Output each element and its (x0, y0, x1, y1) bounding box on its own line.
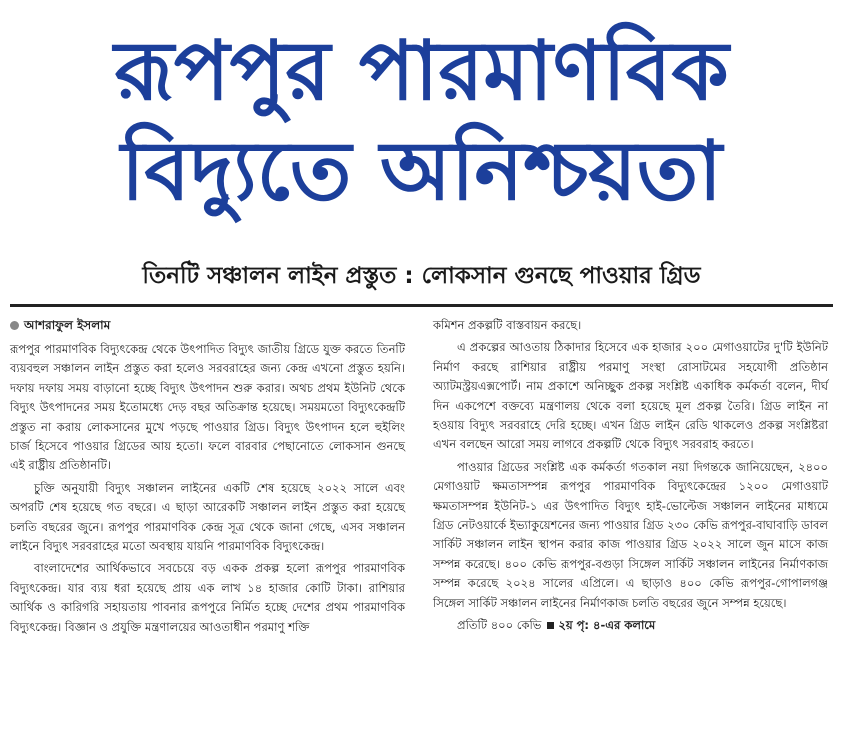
paragraph: রূপপুর পারমাণবিক বিদ্যুৎকেন্দ্র থেকে উৎপাদিত বিদ্যুৎ জাতীয় গ্রিডে যুক্ত করতে তিনটি ব্যয়বহুল সঞ্চালন লাইন প্রস্তুত করা হলেও সরবরাহের জন্য কেন্দ্র এখনো প্রস্তুত হয়নি। দফায় দফায় সময় বাড়ানো হচ্ছে বিদ্যুৎ উৎপাদন শুরু করার। অথচ প্রথম ইউনিট থেকে বিদ্যুৎ উৎপাদনের সময় ইতোমধ্যে দেড় বছর অতিক্রান্ত হয়েছে। সময়মতো বিদ্যুৎকেন্দ্রটি প্রস্তুত না করায় লোকসানের মুখে পড়ছে পাওয়ার গ্রিড। বিদ্যুৎ উৎপাদন হলে হুইলিং চার্জ হিসেবে পাওয়ার গ্রিডের আয় হতো। ফলে বারবার পেছানোতে লোকসান গুনছে এই রাষ্ট্রীয় প্রতিষ্ঠানটি। (10, 342, 405, 473)
headline-line-1: রূপপুর পারমাণবিক (114, 24, 729, 119)
byline-author: আশরাফুল ইসলাম (24, 318, 111, 332)
paragraph-last (433, 616, 828, 635)
article-left-column (10, 316, 405, 640)
divider-rule (10, 304, 833, 307)
square-bullet-icon (547, 622, 554, 629)
article-right-column (433, 316, 828, 639)
paragraph: পাওয়ার গ্রিডের সংশ্লিষ্ট এক কর্মকর্তা গতকাল নয়া দিগন্তকে জানিয়েছেন, ২৪০০ মেগাওয়াট ক্ষমতাসম্পন্ন রূপপুর পারমাণবিক বিদ্যুৎকেন্দ্রের ১২০০ মেগাওয়াট ক্ষমতাসম্পন্ন ইউনিট-১ এর উৎপাদিত বিদ্যুৎ হাই-ভোল্টেজ সঞ্চালন লাইনের মাধ্যমে গ্রিড নেটওয়ার্কে ইভ্যাকুয়েশনের জন্য পাওয়ার গ্রিড ২৩০ কেভি রূপপুর-বাঘাবাড়ি ডাবল সার্কিট সঞ্চালন লাইন স্থাপন করার কাজ পাওয়ার গ্রিড ২০২২ সালে জুন মাসে কাজ সম্পন্ন করেছে। ৪০০ কেভি রূপপুর-বগুড়া সিঙ্গেল সার্কিট সঞ্চালন লাইনের নির্মাণকাজ সম্পন্ন করেছে ২০২৪ সালের এপ্রিলে। এ ছাড়াও ৪০০ কেভি রূপপুর-গোপালগঞ্জ সিঙ্গেল সার্কিট সঞ্চালন লাইনের নির্মাণকাজ চলতি বছরের জুনে সম্পন্ন হয়েছে। (433, 459, 828, 610)
byline (10, 316, 405, 334)
last-line-text: প্রতিটি ৪০০ কেভি (457, 618, 542, 633)
paragraph: বাংলাদেশের আর্থিকভাবে সবচেয়ে বড় একক প্রকল্প হলো রূপপুর পারমাণবিক বিদ্যুৎকেন্দ্র। যার ব্যয় ধরা হয়েছে প্রায় এক লাখ ১৪ হাজার কোটি টাকা। রাশিয়ার আর্থিক ও কারিগরি সহায়তায় পাবনার রূপপুরে নির্মিত হচ্ছে দেশের প্রথম পারমাণবিক বিদ্যুৎকেন্দ্র। বিজ্ঞান ও প্রযুক্তি মন্ত্রণালয়ের আওতাধীন পরমাণু শক্তি (10, 561, 405, 634)
headline-line-2: বিদ্যুতে অনিশ্চয়তা (120, 124, 723, 219)
paragraph: চুক্তি অনুযায়ী বিদ্যুৎ সঞ্চালন লাইনের একটি শেষ হয়েছে ২০২২ সালে এবং অপরটি শেষ হয়েছে গত বছরে। এ ছাড়া আরেকটি সঞ্চালন লাইন প্রস্তুত করা হয়েছে চলতি বছরের জুনে। রূপপুর পারমাণবিক কেন্দ্র সূত্র থেকে জানা গেছে, এসব সঞ্চালন লাইনে বিদ্যুৎ সরবরাহের মতো অবস্থায় যায়নি পারমাণবিক বিদ্যুৎকেন্দ্র। (10, 480, 405, 554)
continued-note (541, 618, 655, 632)
paragraph-continuation: কমিশন প্রকল্পটি বাস্তবায়ন করছে। (433, 318, 582, 332)
subheadline: তিনটি সঞ্চালন লাইন প্রস্তুত : লোকসান গুনছে পাওয়ার গ্রিড (142, 263, 701, 289)
paragraph: এ প্রকল্পের আওতায় ঠিকাদার হিসেবে এক হাজার ২০০ মেগাওয়াটের দু'টি ইউনিট নির্মাণ করছে রাশিয়ার রাষ্ট্রীয় পরমাণু সংস্থা রোসাটমের সহযোগী প্রতিষ্ঠান অ্যাটমস্ট্রয়এক্সপোর্ট। নাম প্রকাশে অনিচ্ছুক প্রকল্প সংশ্লিষ্ট একাধিক কর্মকর্তা বলেন, দীর্ঘ দিন একপেশে বক্তব্যে মন্ত্রণালয় থেকে বলা হয়েছে মূল প্রকল্প তৈরি। গ্রিড লাইন না হওয়ায় বিদ্যুৎ সরবরাহে দেরি হচ্ছে। এখন গ্রিড লাইন রেডি থাকলেও প্রকল্প সংশ্লিষ্টরা এখন বলছেন আরো সময় লাগবে প্রকল্পটি থেকে বিদ্যুৎ সরবরাহ করতে। (433, 340, 828, 452)
bullet-icon (10, 321, 19, 330)
continued-note-text: ২য় পৃ: ৪-এর কলামে (558, 618, 656, 633)
